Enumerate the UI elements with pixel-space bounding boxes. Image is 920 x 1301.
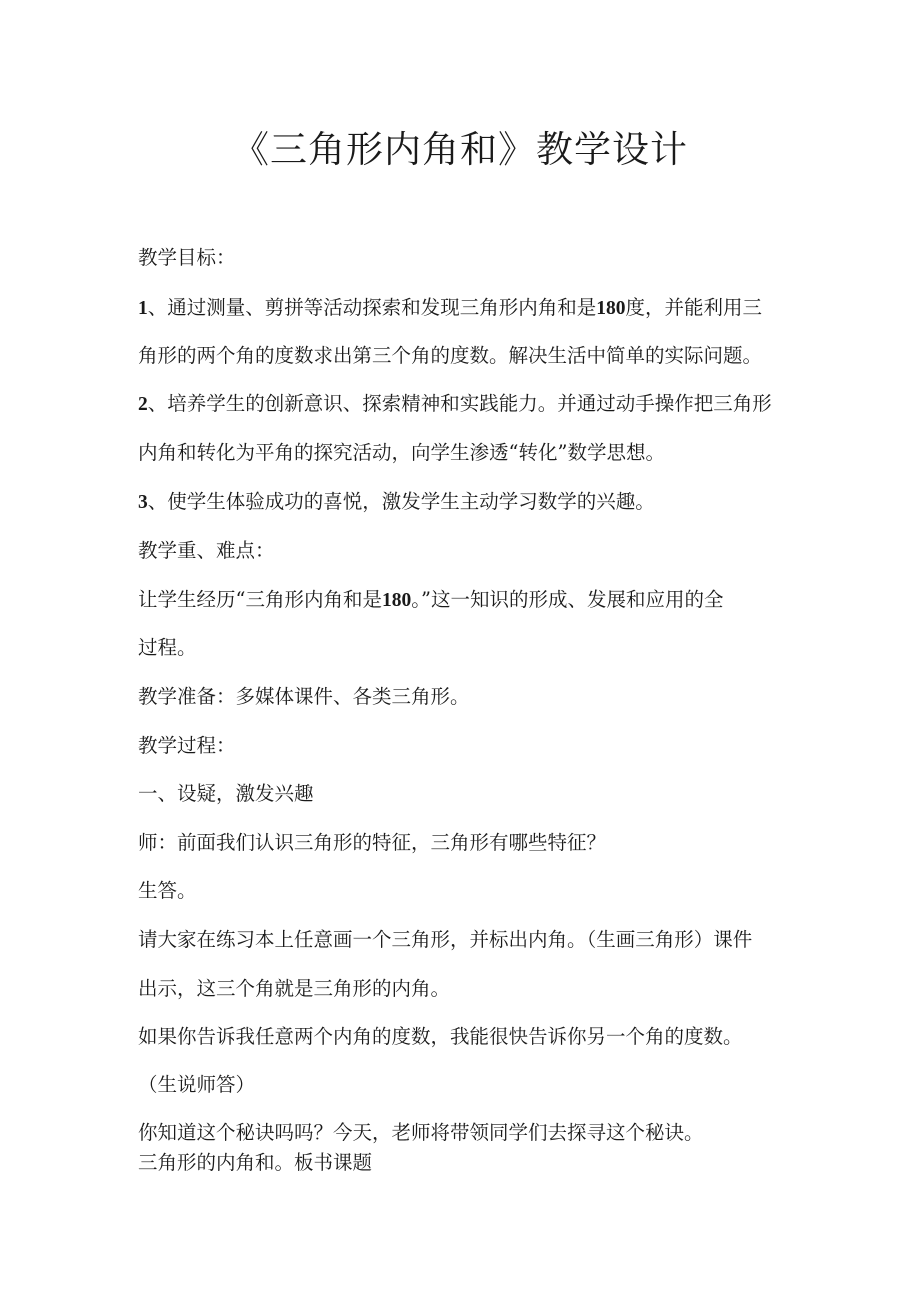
section-1-heading: 一、设疑，激发兴趣	[138, 782, 314, 805]
key-points-line-1	[138, 585, 723, 616]
objective-2-line-2: 内角和转化为平角的探究活动，向学生渗透“转化”数学思想。	[138, 441, 665, 464]
objective-1-line-2: 角形的两个角的度数求出第三个角的度数。解决生活中简单的实际问题。	[138, 344, 763, 367]
process-heading: 教学过程：	[138, 734, 236, 757]
degree-number: 180	[381, 590, 412, 611]
degree-number: 180	[596, 298, 626, 319]
key-points-line-2: 过程。	[138, 636, 197, 659]
board-title-line: 三角形的内角和。板书课题	[138, 1151, 373, 1174]
student-teacher-note: （生说师答）	[138, 1073, 256, 1096]
key-points-text: 让学生经历“三角形内角和是	[138, 588, 382, 611]
objective-3-line	[138, 487, 655, 518]
objective-text-tail: 度，并能利用三	[625, 296, 763, 319]
challenge-line: 如果你告诉我任意两个内角的度数，我能很快告诉你另一个角的度数。	[138, 1025, 743, 1048]
document-title: 《三角形内角和》教学设计	[232, 128, 688, 171]
objectives-heading: 教学目标：	[138, 246, 236, 269]
objective-text: 、通过测量、剪拼等活动探索和发现三角形内角和是	[147, 296, 597, 319]
teacher-question: 师：前面我们认识三角形的特征，三角形有哪些特征？	[138, 831, 607, 854]
objective-number: 2	[138, 394, 148, 415]
objective-1-line-1	[138, 293, 762, 324]
key-points-heading: 教学重、难点：	[138, 539, 275, 562]
instruction-line-1: 请大家在练习本上任意画一个三角形，并标出内角。（生画三角形）课件	[138, 928, 753, 951]
objective-text: 、培养学生的创新意识、探索精神和实践能力。并通过动手操作把三角形	[147, 392, 772, 415]
objective-text: 、使学生体验成功的喜悦，激发学生主动学习数学的兴趣。	[147, 490, 655, 513]
secret-line: 你知道这个秘诀吗吗？今天，老师将带领同学们去探寻这个秘诀。	[138, 1121, 704, 1144]
preparation-line: 教学准备：多媒体课件、各类三角形。	[138, 685, 470, 708]
objective-number: 3	[138, 492, 148, 513]
objective-number: 1	[138, 298, 148, 319]
key-points-text-tail: 。”这一知识的形成、发展和应用的全	[411, 588, 724, 611]
instruction-line-2: 出示，这三个角就是三角形的内角。	[138, 977, 451, 1000]
student-answer: 生答。	[138, 879, 197, 902]
objective-2-line-1	[138, 389, 772, 420]
